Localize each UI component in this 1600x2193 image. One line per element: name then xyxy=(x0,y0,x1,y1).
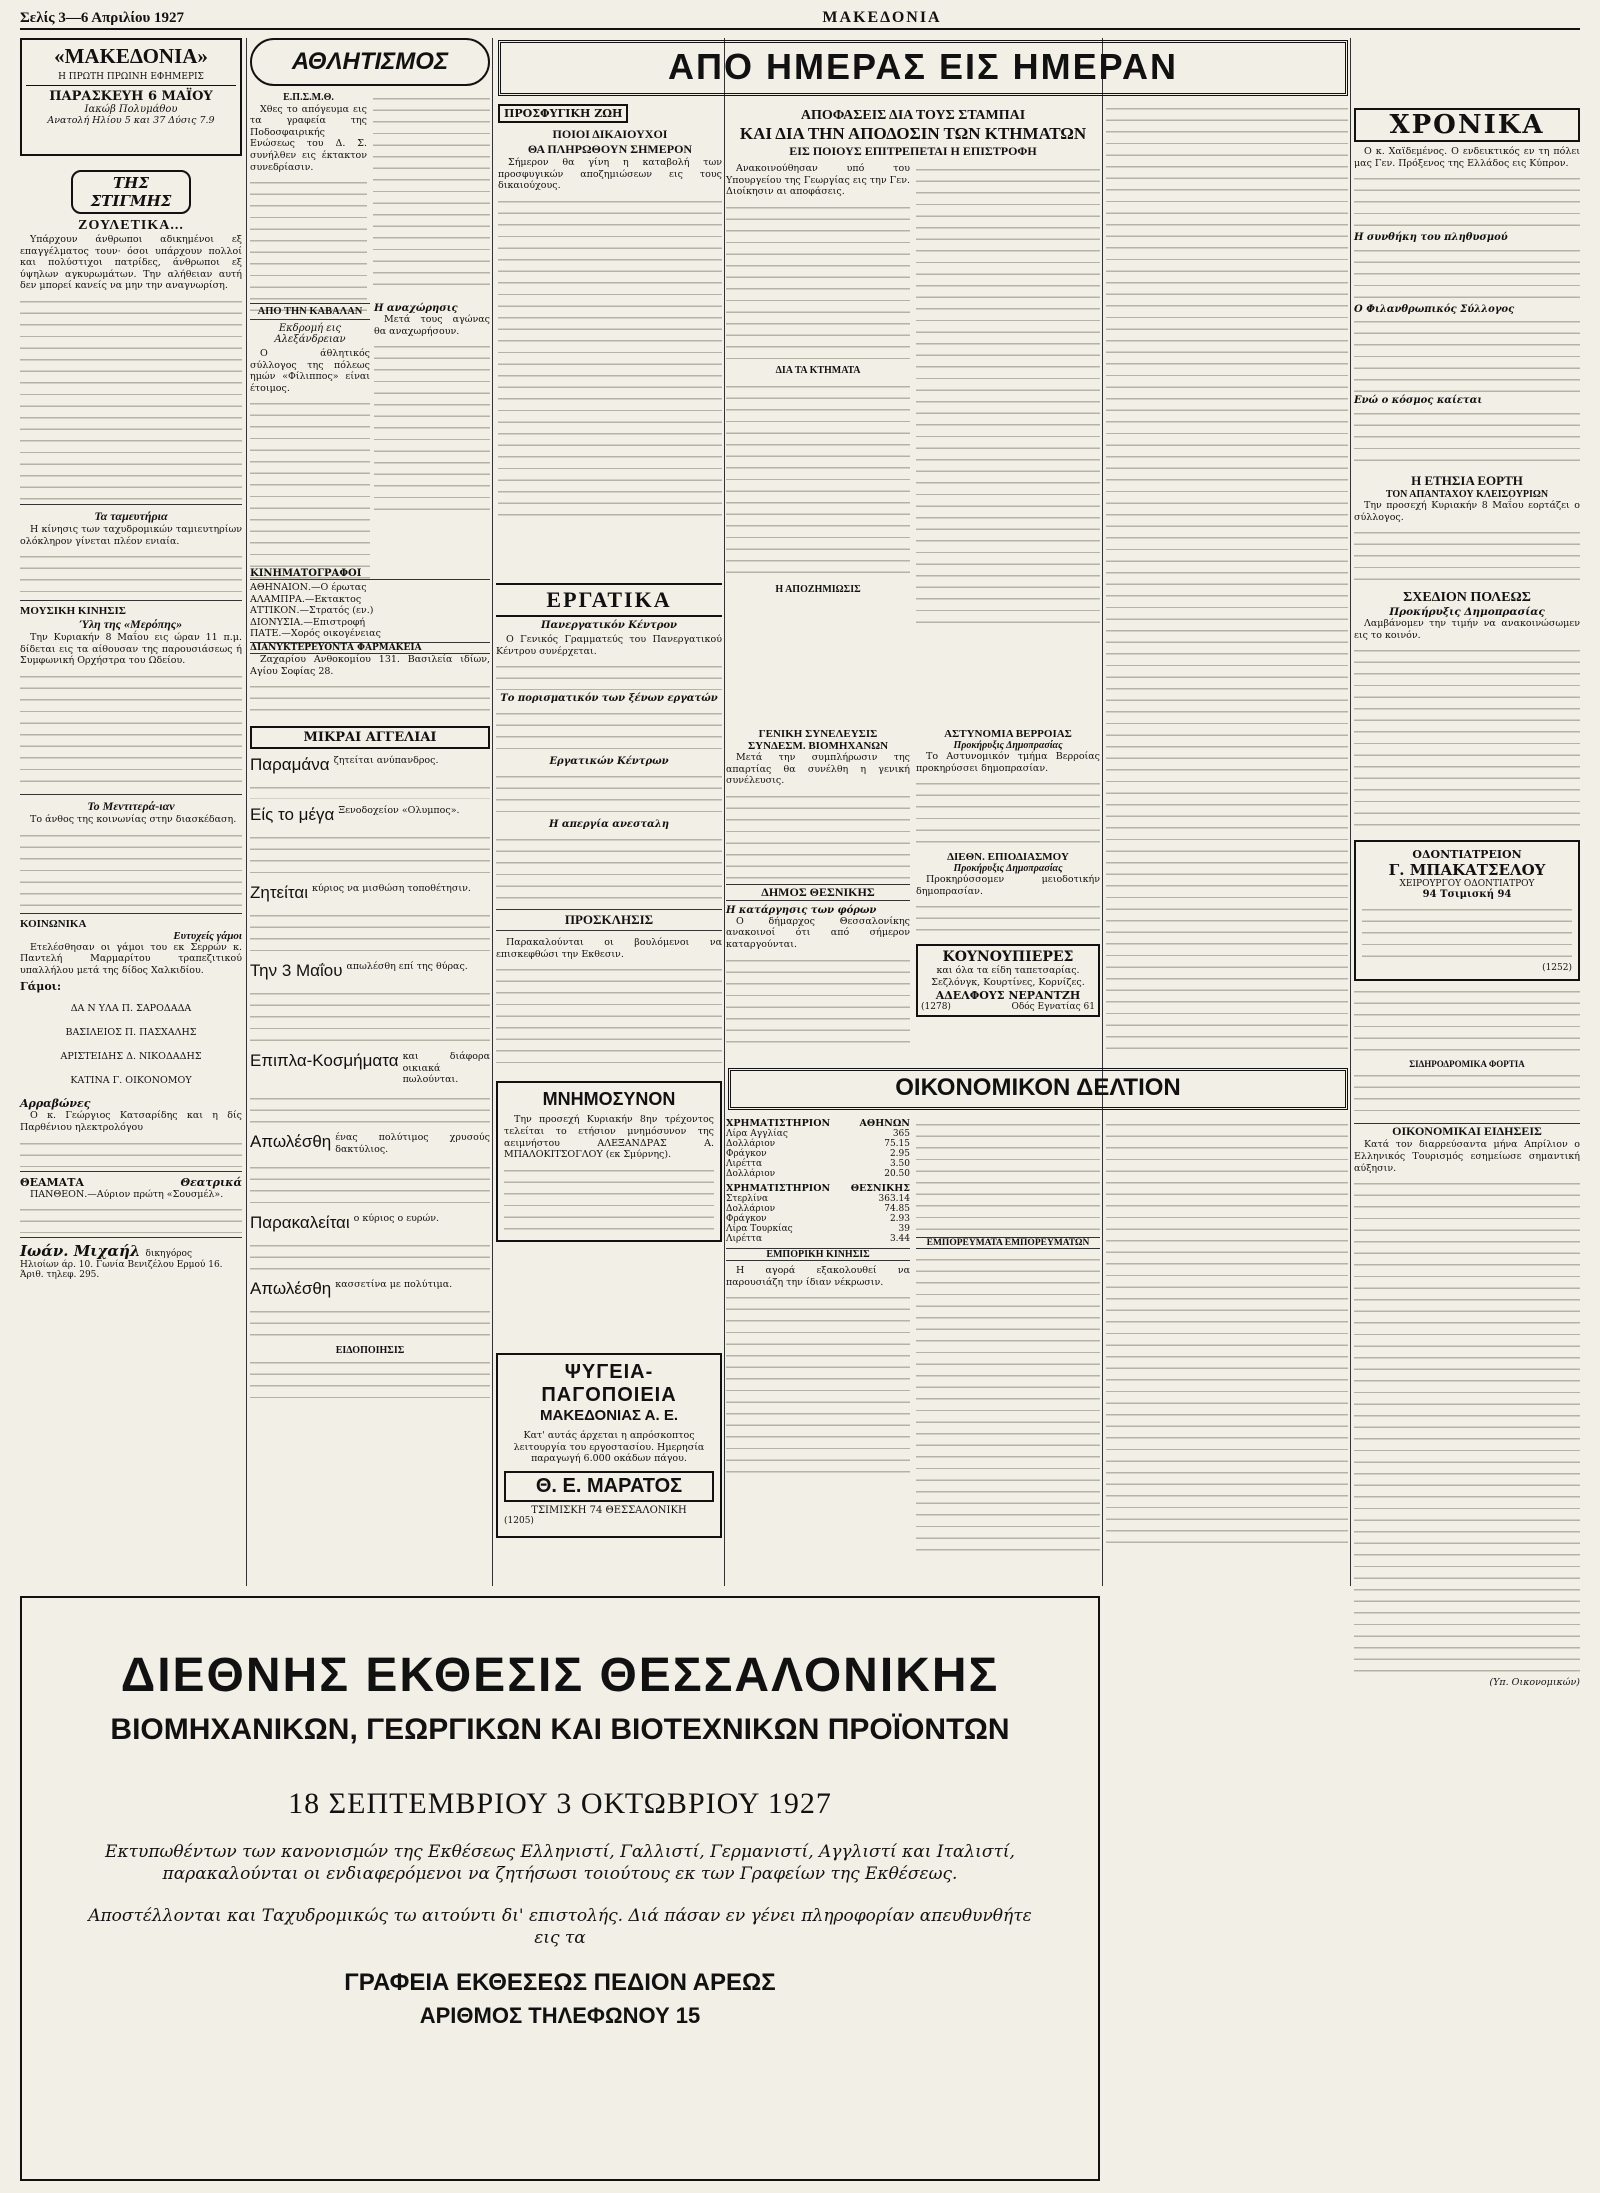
kounoupieres-addr: Οδός Εγνατίας 61 xyxy=(1011,1001,1095,1012)
astynomia-column xyxy=(916,728,1100,1058)
astynomia-text: Το Αστυνομικόν τμήμα Βερροίας προκηρύσσει δημοπρασίαν. xyxy=(916,751,1100,774)
ekthesis-title: ΔΙΕΘΝΗΣ ΕΚΘΕΣΙΣ ΘΕΣΣΑΛΟΝΙΚΗΣ xyxy=(120,1649,1000,1702)
geniki-h1: ΓΕΝΙΚΗ ΣΥΝΕΛΕΥΣΙΣ xyxy=(758,728,878,740)
koinonika-text: Ετελέσθησαν οι γάμοι του εκ Σερρών κ. Παντελή Μαρμαρίτου τραπεζιτικού υπαλλήλου μετά της δίδος Χαλκιδίου. xyxy=(20,941,242,976)
text-block xyxy=(1354,526,1580,586)
kinimatografoi-list xyxy=(250,582,490,640)
prosfygiki-text: Σήμερον θα γίνη η καταβολή των προσφυγικών αποζημιώσεων εις τους δικαιούχους. xyxy=(498,157,722,192)
mikres-item-desc: απωλέσθη επί της θύρας. xyxy=(346,961,468,973)
rate-label: Δολλάριον xyxy=(726,1139,776,1149)
mikres-item-title: Ζητείται xyxy=(250,883,308,903)
column-5 xyxy=(1106,102,1348,1062)
text-block xyxy=(726,380,910,580)
kavala-sub: Εκδρομή εις Αλεξάνδρειαν xyxy=(274,323,346,345)
mikres-item-desc: Ξενοδοχείον «Ολυμπος». xyxy=(338,805,460,817)
kounoupieres-heading: ΚΟΥΝΟΥΠΙΕΡΕΣ xyxy=(942,949,1074,966)
apo-imeras-banner: ΑΠΟ ΗΜΕΡΑΣ ΕΙΣ ΗΜΕΡΑΝ xyxy=(498,40,1348,96)
psygeia-title: ΨΥΓΕΙΑ-ΠΑΓΟΠΟΙΕΙΑ xyxy=(541,1361,677,1406)
eortis-text: Την προσεχή Κυριακήν 8 Μαΐου εορτάζει ο σύλλογος. xyxy=(1354,499,1580,523)
xrimatistirio-label: ΧΡΗΜΑΤΙΣΤΗΡΙΟΝ xyxy=(726,1118,831,1129)
theamata-header xyxy=(20,1176,242,1189)
stigmis-sub: ΖΟΥΛΕΤΙΚΑ... xyxy=(78,218,184,233)
epiodiasmos-text: Προκηρύσσομεν μειοδοτικήν δημοπρασίαν. xyxy=(916,874,1100,897)
column-rule xyxy=(246,38,247,1586)
sxedion-sub: Προκήρυξις Δημοπρασίας xyxy=(1389,606,1545,619)
kounoupieres-ad xyxy=(916,944,1100,1016)
text-block xyxy=(498,195,722,525)
rate-value: 365 xyxy=(892,1129,910,1139)
koinonika-heading: ΚΟΙΝΩΝΙΚΑ xyxy=(20,917,87,930)
mentiterana-body xyxy=(20,814,242,909)
mikres-item-title: Την 3 Μαΐου xyxy=(250,961,343,981)
masthead-title: «ΜΑΚΕΔΟΝΙΑ» xyxy=(54,44,208,68)
odontiatreion-name: Γ. ΜΠΑΚΑΤΣΕΛΟΥ xyxy=(1388,861,1546,880)
sidirodromika-heading: ΣΙΔΗΡΟΔΡΟΜΙΚΑ ΦΟΡΤΙΑ xyxy=(1409,1059,1525,1070)
cinema-item: ΠΑΤΕ.—Χορός οικογένειας xyxy=(250,628,381,640)
masthead-day: ΠΑΡΑΣΚΕΥΗ 6 ΜΑΪΟΥ xyxy=(26,85,236,104)
text-block xyxy=(916,1253,1100,1553)
mousiki-heading: ΜΟΥΣΙΚΗ ΚΙΝΗΣΙΣ xyxy=(20,605,126,618)
rate-value: 3.50 xyxy=(889,1159,910,1169)
column-2c xyxy=(250,568,490,1568)
text-block xyxy=(916,900,1100,940)
mikres-item-title: Επιπλα-Κοσμήματα xyxy=(250,1051,399,1071)
page-header xyxy=(20,8,1580,30)
rate-label: Λίρα Τουρκίας xyxy=(726,1224,793,1234)
ktimata-heading: ΔΙΑ ΤΑ ΚΤΗΜΑΤΑ xyxy=(775,364,861,376)
text-block xyxy=(1354,985,1580,1055)
ergatika-text: Ο Γενικός Γραμματεύς του Πανεργατικού Κέντρου συνέρχεται. xyxy=(496,634,722,657)
text-block xyxy=(1106,1118,1348,1548)
mentiterana-text: Το άνθος της κοινωνίας στην διασκέδαση. xyxy=(30,813,237,825)
rate-value: 39 xyxy=(898,1224,910,1234)
column-rule xyxy=(492,38,493,1586)
odontiatreion-addr: 94 Τσιμισκή 94 xyxy=(1422,889,1512,901)
column-2b xyxy=(374,303,490,533)
mousiki-text: Την Κυριακήν 8 Μαΐου εις ώραν 11 π.μ. δίδεται εις τα αίθουσαν της παρουσιάσεως ή Συμφωνική Ορχήστρα του Ωδείου. xyxy=(20,632,242,667)
text-block xyxy=(726,790,910,880)
ergatika-heading: ΕΡΓΑΤΙΚΑ xyxy=(496,583,722,617)
text-block xyxy=(1354,315,1580,395)
anaxorisis-text: Μετά τους αγώνας θα αναχωρήσουν. xyxy=(374,314,490,337)
theamata-heading: ΘΕΑΜΑΤΑ xyxy=(20,1175,84,1189)
dimos-heading: ΔΗΜΟΣ ΘΕΣΝΙΚΗΣ xyxy=(726,884,910,901)
emporeumata-heading: ΕΜΠΟΡΕΥΜΑΤΑ ΕΜΠΟΡΕΥΜΑΤΩΝ xyxy=(916,1237,1100,1249)
signature-ad xyxy=(20,1237,242,1280)
epiodiasmos-sub: Προκήρυξις Δημοπρασίας xyxy=(953,863,1063,875)
tameutiria-heading: Τα ταμευτήρια xyxy=(94,508,168,523)
gamoi-label: Γάμοι: xyxy=(20,980,62,994)
prosfygiki-sub1: ΠΟΙΟΙ ΔΙΚΑΙΟΥΧΟΙ xyxy=(552,127,668,141)
text-block xyxy=(250,1356,490,1402)
column-rule xyxy=(1350,38,1351,1586)
text-block xyxy=(374,340,490,520)
text-block xyxy=(496,660,722,690)
tameutiria-body xyxy=(20,524,242,596)
kounoupieres-text: και όλα τα είδη ταπετσαρίας. Σεζλόνγκ, Κουρτίνες, Κορνίζες. xyxy=(931,965,1085,988)
mentiterana-heading: Το Μεντιτερά-ιαν xyxy=(87,798,175,813)
rate-value: 20.50 xyxy=(884,1169,910,1179)
dimos-sub: Η κατάργησις των φόρων xyxy=(726,904,877,916)
text-block xyxy=(250,397,370,579)
masthead-saint: Ιακώβ Πολυμάθου xyxy=(84,104,178,115)
oikonomikon-col2 xyxy=(916,1118,1100,1558)
rates-table-thess xyxy=(726,1194,910,1244)
text-block xyxy=(20,670,242,790)
text-block xyxy=(20,829,242,909)
text-block xyxy=(916,1118,1100,1233)
xrimatistirio-city: ΑΘΗΝΩΝ xyxy=(859,1118,910,1129)
rate-value: 75.15 xyxy=(884,1139,910,1149)
ekthesis-note: Αποστέλλονται και Ταχυδρομικώς τω αιτούντι δι' επιστολής. Διά πάσαν εν γένει πληροφορίαν απευθυνθήτε εις τα xyxy=(88,1906,1032,1948)
ergatika-item: Πανεργατικόν Κέντρον xyxy=(541,620,677,631)
athlitismos-body xyxy=(250,92,490,321)
mikres-list xyxy=(250,755,490,1402)
prosfygiki-sub2: ΘΑ ΠΛΗΡΩΘΟΥΝ ΣΗΜΕΡΟΝ xyxy=(527,142,693,156)
mousiki-body xyxy=(20,632,242,790)
signature-role: δικηγόρος xyxy=(145,1249,192,1260)
koinonika-body xyxy=(20,942,242,977)
ergatika-item: Η απεργία ανεσταλη xyxy=(548,819,670,831)
text-block xyxy=(20,550,242,596)
mikres-heading: ΜΙΚΡΑΙ ΑΓΓΕΛΙΑΙ xyxy=(250,726,490,749)
text-block xyxy=(250,781,490,799)
stigmis-text: Υπάρχουν άνθρωποι αδικημένοι εξ επαγγέλματος τουν· όσοι υπάρχουν πολλοί και πολύστιχοι πατρίδες, άνθρωποι εξ ύψηλων αγκυρωμάτων. Την αλήθειαν αυτή δεν μπορεί κανείς να μην την αναγνωρίση. xyxy=(20,234,242,292)
text-block xyxy=(496,770,722,816)
odontiatreion-title: ΟΔΟΝΤΙΑΤΡΕΙΟΝ xyxy=(1412,848,1522,862)
apofaseis-h3: ΕΙΣ ΠΟΙΟΥΣ ΕΠΙΤΡΕΠΕΤΑΙ Η ΕΠΙΣΤΡΟΦΗ xyxy=(789,144,1037,158)
apofaseis-text: Ανακοινούθησαν υπό του Υπουργείου της Γεωργίας εις την Γεν. Διοίκησιν αι αποφάσεις. xyxy=(726,163,910,198)
xronika-heading: ΧΡΟΝΙΚΑ xyxy=(1354,108,1580,142)
text-block xyxy=(1354,244,1580,304)
rate-value: 363.14 xyxy=(878,1194,910,1204)
theamata-sub: Θεατρικά xyxy=(180,1175,242,1189)
cinema-item: ΔΙΟΝΥΣΙΑ.—Επιστροφή xyxy=(250,616,366,628)
athl-text1: Χθες το απόγευμα εις τα γραφεία της Ποδοσφαιρικής Ενώσεως του Δ. Σ. συνήλθεν εις έκτακτον συνεδρίασιν. xyxy=(250,103,367,173)
ekthesis-dates: 18 ΣΕΠΤΕΜΒΡΙΟΥ 3 ΟΚΤΩΒΡΙΟΥ 1927 xyxy=(288,1787,832,1820)
text-block xyxy=(1354,172,1580,232)
column-rule xyxy=(1102,38,1103,1586)
geniki-text: Μετά την συμπλήρωσιν της απαρτίας θα συνέλθη η γενική συνέλευσις. xyxy=(726,752,910,787)
mikres-item-title: Απωλέσθη xyxy=(250,1131,332,1151)
apofaseis-column xyxy=(726,102,1100,662)
masthead-box xyxy=(20,38,242,156)
xrimatistirio-label: ΧΡΗΜΑΤΙΣΤΗΡΙΟΝ xyxy=(726,1183,831,1194)
arrav-text: Ο κ. Γεώργιος Κατσαρίδης και η δίς Παρθένιου ηλεκτρολόγου xyxy=(20,1110,242,1133)
ergatika-item: Το πορισματικόν των ξένων εργατών xyxy=(500,693,718,705)
text-block xyxy=(250,987,490,1045)
text-block xyxy=(250,1092,490,1126)
prosfygiki-column xyxy=(498,102,722,582)
gamoi-names xyxy=(20,997,242,1093)
mikres-item-title: Παρακαλείται xyxy=(250,1213,350,1233)
arrav-label: Αρραβώνες xyxy=(20,1097,91,1111)
psygeia-addr: ΤΣΙΜΙΣΚΗ 74 ΘΕΣΣΑΛΟΝΙΚΗ xyxy=(531,1504,687,1516)
kounoupieres-code: (1278) xyxy=(921,1001,951,1012)
oikonomikai-sig: (Υπ. Οικονομικών) xyxy=(1489,1677,1580,1689)
stigmis-heading: ΤΗΣ ΣΤΙΓΜΗΣ xyxy=(71,170,191,214)
text-block xyxy=(250,909,490,955)
rate-label: Λιρέττα xyxy=(726,1159,763,1169)
text-block xyxy=(504,1164,714,1234)
epiodiasmos-heading: ΔΙΕΘΝ. ΕΠΙΟΔΙΑΣΜΟΥ xyxy=(947,851,1069,864)
oikonomikon-banner: ΟΙΚΟΝΟΜΙΚΟΝ ΔΕΛΤΙΟΝ xyxy=(728,1068,1348,1110)
koinonika-sub: Ευτυχείς γάμοι xyxy=(173,929,242,942)
rate-label: Δολλάριον xyxy=(726,1169,776,1179)
ekthesis-body: Εκτυπωθέντων των κανονισμών της Εκθέσεως Ελληνιστί, Γαλλιστί, Γερμανιστί, Αγγλιστί και Ιταλιστί, παρακαλούνται οι ενδιαφερόμενοι να ζητήσωσι τοιούτους εκ των Γραφείων της Εκθέσεως. xyxy=(105,1842,1015,1884)
oikonomikon-col1 xyxy=(726,1118,910,1558)
oikonomikai-text: Κατά τον διαρρεύσαντα μήνα Απρίλιον ο Ελληνικός Τουρισμός εσημείωσε σημαντική αύξησιν. xyxy=(1354,1139,1580,1174)
ekthesis-sub: ΒΙΟΜΗΧΑΝΙΚΩΝ, ΓΕΩΡΓΙΚΩΝ ΚΑΙ ΒΙΟΤΕΧΝΙΚΩΝ ΠΡΟΪΟΝΤΩΝ xyxy=(110,1713,1010,1746)
astynomia-heading: ΑΣΤΥΝΟΜΙΑ ΒΕΡΡΟΙΑΣ xyxy=(944,728,1072,740)
text-block xyxy=(916,163,1100,623)
text-block xyxy=(20,1137,242,1167)
text-block xyxy=(20,1203,242,1233)
kinimatografoi-heading: ΚΙΝΗΜΑΤΟΓΡΑΦΟΙ xyxy=(250,568,490,580)
anaxorisis-heading: Η αναχώρησις xyxy=(374,303,458,314)
gamoi-name: ΑΡΙΣΤΕΙΔΗΣ Δ. ΝΙΚΟΔΑΔΗΣ xyxy=(60,1051,202,1063)
cinema-item: ΑΤΤΙΚΟΝ.—Στρατός (εν.) xyxy=(250,605,374,617)
gamoi-name: ΔΑ Ν ΥΛΑ Π. ΣΑΡΟΔΑΔΑ xyxy=(70,1003,192,1015)
rate-value: 2.95 xyxy=(889,1149,910,1159)
mousiki-sub: Ύλη της «Μερόπης» xyxy=(79,617,183,632)
rate-label: Φράγκον xyxy=(726,1149,767,1159)
mikres-item-desc: ζητείται ανύπανδρος. xyxy=(333,755,439,767)
mikres-item-desc: κύριος να μισθώση τοποθέτησιν. xyxy=(312,883,471,895)
text-block xyxy=(1354,1177,1580,1677)
psygeia-sub: ΜΑΚΕΔΟΝΙΑΣ Α. Ε. xyxy=(540,1407,678,1424)
sxedion-text: Λαμβάνομεν την τιμήν να ανακοινώσωμεν εις το κοινόν. xyxy=(1354,618,1580,641)
gamoi-name: ΚΑΤΙΝΑ Γ. ΟΙΚΟΝΟΜΟΥ xyxy=(70,1075,192,1087)
astynomia-sub: Προκήρυξις Δημοπρασίας xyxy=(953,740,1063,751)
rate-label: Δολλάριον xyxy=(726,1204,776,1214)
column-rule xyxy=(724,38,725,1586)
proskliseis-text: Παρακαλούνται οι βουλόμενοι να επισκεφθώσι την Εκθεσιν. xyxy=(496,937,722,960)
rate-label: Στερλίνα xyxy=(726,1194,769,1204)
tameutiria-text: Η κίνησις των ταχυδρομικών ταμιευτηρίων ολόκληρον γίνεται πλέον ενιαία. xyxy=(20,523,242,547)
text-block xyxy=(726,954,910,1044)
kavala-heading: ΑΠΟ ΤΗΝ ΚΑΒΑΛΑΝ xyxy=(250,303,370,320)
masthead-sun: Ανατολή Ηλίου 5 και 37 Δύσις 7.9 xyxy=(47,115,215,126)
mikres-item-title: Παραμάνα xyxy=(250,755,330,775)
text-block xyxy=(496,963,722,1073)
athlitismos-logo: ΑΘΛΗΤΙΣΜΟΣ xyxy=(250,38,490,86)
text-block xyxy=(20,295,242,500)
dimos-text: Ο δήμαρχος Θεσσαλονίκης ανακοινοί ότι από σήμερον καταργούνται. xyxy=(726,915,910,950)
text-block xyxy=(250,831,490,877)
text-block xyxy=(496,833,722,903)
kounoupieres-name: ΑΔΕΛΦΟΥΣ ΝΕΡΑΝΤΖΗ xyxy=(935,988,1081,1002)
pharmacy-text: Ζαχαρίου Ανθοκομίου 131. Βασιλεία ιδίων, Αγίου Σοφίας 28. xyxy=(250,653,490,677)
text-block xyxy=(250,1239,490,1273)
column-1 xyxy=(20,38,242,1586)
text-block xyxy=(373,92,490,292)
rate-label: Φράγκον xyxy=(726,1214,767,1224)
mikres-item-desc: ένας πολύτιμος χρυσούς δακτύλιος. xyxy=(335,1131,490,1155)
spacer xyxy=(498,563,722,573)
ergatika-item: Εργατικών Κέντρων xyxy=(549,756,669,768)
text-block xyxy=(1354,407,1580,467)
text-block xyxy=(726,1291,910,1481)
ekthesis-ad xyxy=(20,1596,1100,2181)
newspaper-page xyxy=(20,8,1580,2185)
sxedion-heading: ΣΧΕΔΙΟΝ ΠΟΛΕΩΣ xyxy=(1403,590,1531,606)
theamata-text: ΠΑΝΘΕΟΝ.—Αύριον πρώτη «Σουσμέλ». xyxy=(30,1188,224,1200)
geniki-h2: ΣΥΝΔΕΣΜ. ΒΙΟΜΗΧΑΝΩΝ xyxy=(747,740,889,752)
mikres-item-desc: ο κύριος ο ευρών. xyxy=(353,1213,440,1225)
emporiki-heading: ΕΜΠΟΡΙΚΗ ΚΙΝΗΣΙΣ xyxy=(726,1248,910,1261)
header-title: ΜΑΚΕΔΟΝΙΑ xyxy=(822,9,942,26)
oikonomikon-col3 xyxy=(1106,1118,1348,1558)
eidopoiisis-heading: ΕΙΔΟΠΟΙΗΣΙΣ xyxy=(335,1345,405,1357)
text-block xyxy=(250,1305,490,1339)
mnimosyno-heading: ΜΝΗΜΟΣΥΝΟΝ xyxy=(542,1089,676,1110)
cinema-item: ΑΘΗΝΑΙΟΝ.—Ο έρωτας xyxy=(250,582,367,593)
xronika-item: Ο Φιλανθρωπικός Σύλλογος xyxy=(1354,303,1515,315)
mnimosyno-ad xyxy=(496,1081,722,1241)
psygeia-code: (1205) xyxy=(504,1515,534,1526)
text-block xyxy=(1354,644,1580,834)
text-block xyxy=(496,707,722,753)
gamoi-name: ΒΑΣΙΛΕΙΟΣ Π. ΠΑΣΧΑΛΗΣ xyxy=(65,1027,197,1039)
rate-label: Λιρέττα xyxy=(726,1234,763,1244)
apozimiosis-heading: Η ΑΠΟΖΗΜΙΩΣΙΣ xyxy=(775,584,861,596)
ekthesis-phone: ΑΡΙΘΜΟΣ ΤΗΛΕΦΩΝΟΥ 15 xyxy=(419,2003,701,2028)
cinema-item: ΑΛΑΜΠΡΑ.—Εκτακτος xyxy=(250,593,362,605)
signature-name: Ιωάν. Μιχαήλ xyxy=(20,1242,141,1261)
theamata-body xyxy=(20,1189,242,1234)
emporiki-text: Η αγορά εξακολουθεί να παρουσιάζη την ίδιαν νέκρωσιν. xyxy=(726,1265,910,1288)
header-date: Σελίς 3—6 Απριλίου 1927 xyxy=(20,9,185,26)
eortis-heading: Η ΕΤΗΣΙΑ ΕΟΡΤΗ xyxy=(1411,472,1523,488)
psygeia-ad xyxy=(496,1353,722,1538)
odontiatreion-ad xyxy=(1354,840,1580,981)
mikres-item-title: Είς το μέγα xyxy=(250,805,335,825)
mikres-item-desc: και διάφορα οικιακά πωλούνται. xyxy=(402,1051,490,1086)
xronika-column xyxy=(1354,38,1580,1689)
rate-value: 2.93 xyxy=(889,1214,910,1224)
pharmacy-heading: ΔΙΑΝΥΚΤΕΡΕΥΟΝΤΑ ΦΑΡΜΑΚΕΙΑ xyxy=(250,642,490,654)
rate-value: 74.85 xyxy=(884,1204,910,1214)
psygeia-name: Θ. Ε. ΜΑΡΑΤΟΣ xyxy=(504,1471,714,1502)
rates-table-athens xyxy=(726,1129,910,1179)
xronika-text: Ο κ. Χαϊδεμένος. Ο ενδεικτικός εν τη πόλει μας Γεν. Πρόξενος της Ελλάδος εις Κύπρον. xyxy=(1354,146,1580,169)
mnimosyno-text: Την προσεχή Κυριακήν 8ην τρέχοντος τελείται το ετήσιον μνημόσυνον της αειμνήστου ΑΛΕΞΑΝΔΡΑΣ Α. ΜΠΑΛΟΚΙΤΣΟΓΛΟΥ (εκ Σμύρνης). xyxy=(504,1114,714,1161)
oikonomikai-heading: ΟΙΚΟΝΟΜΙΚΑΙ ΕΙΔΗΣΕΙΣ xyxy=(1354,1123,1580,1139)
rate-value: 3.44 xyxy=(889,1234,910,1244)
xrimatistirio-city: ΘΕΣΝΙΚΗΣ xyxy=(850,1183,910,1194)
epsmth-heading: Ε.Π.Σ.Μ.Θ. xyxy=(283,92,334,103)
text-block xyxy=(250,680,490,720)
eortis-sub: ΤΟΝ ΑΠΑΝΤΑΧΟΥ ΚΛΕΙΣΟΥΡΙΩΝ xyxy=(1385,488,1549,500)
kavala-text: Ο άθλητικός σύλλογος της πόλεως ημών «Φίλιππος» είναι έτοιμος. xyxy=(250,348,370,394)
text-block xyxy=(1362,903,1572,963)
text-block xyxy=(726,201,910,361)
geniki-column xyxy=(726,728,910,1058)
xronika-item: Ενώ ο κόσμος καίεται xyxy=(1354,395,1483,407)
text-block xyxy=(250,176,367,321)
rate-label: Λίρα Αγγλίας xyxy=(726,1129,788,1139)
mikres-item-title: Απωλέσθη xyxy=(250,1279,332,1299)
odontiatreion-sub: ΧΕΙΡΟΥΡΓΟΥ ΟΔΟΝΤΙΑΤΡΟΥ xyxy=(1399,879,1535,890)
text-block xyxy=(250,1161,490,1207)
text-block xyxy=(916,777,1100,847)
prosfygiki-heading: ΠΡΟΣΦΥΓΙΚΗ ΖΩΗ xyxy=(498,104,628,123)
signature-addr: Ηλιοίων άρ. 10. Γωνία Βενιζέλου Ερμού 16. Άριθ. τηλεφ. 295. xyxy=(20,1260,223,1281)
arrav-body xyxy=(20,1110,242,1166)
proskliseis-heading: ΠΡΟΣΚΛΗΣΙΣ xyxy=(496,909,722,931)
psygeia-text: Κατ' αυτάς άρχεται η απρόσκοπτος λειτουργία του εργοστασίου. Ημερησία παραγωγή 6.000 οκάδων πάγου. xyxy=(513,1430,705,1465)
xronika-item: Η συνθήκη του πληθυσμού xyxy=(1354,232,1508,244)
text-block xyxy=(1106,102,1348,1052)
text-block xyxy=(1354,1069,1580,1119)
ekthesis-office: ΓΡΑΦΕΙΑ ΕΚΘΕΣΕΩΣ ΠΕΔΙΟΝ ΑΡΕΩΣ xyxy=(344,1969,776,1996)
masthead-subtitle: Η ΠΡΩΤΗ ΠΡΩΙΝΗ ΕΦΗΜΕΡΙΣ xyxy=(58,72,204,82)
mikres-item-desc: κασσετίνα με πολύτιμα. xyxy=(335,1279,453,1291)
apofaseis-h1: ΑΠΟΦΑΣΕΙΣ ΔΙΑ ΤΟΥΣ ΣΤΑΜΠΑΙ xyxy=(800,108,1026,123)
odontiatreion-code: (1252) xyxy=(1542,963,1572,974)
apofaseis-h2: ΚΑΙ ΔΙΑ ΤΗΝ ΑΠΟΔΟΣΙΝ ΤΩΝ ΚΤΗΜΑΤΩΝ xyxy=(739,124,1087,143)
stigmis-body xyxy=(20,234,242,500)
